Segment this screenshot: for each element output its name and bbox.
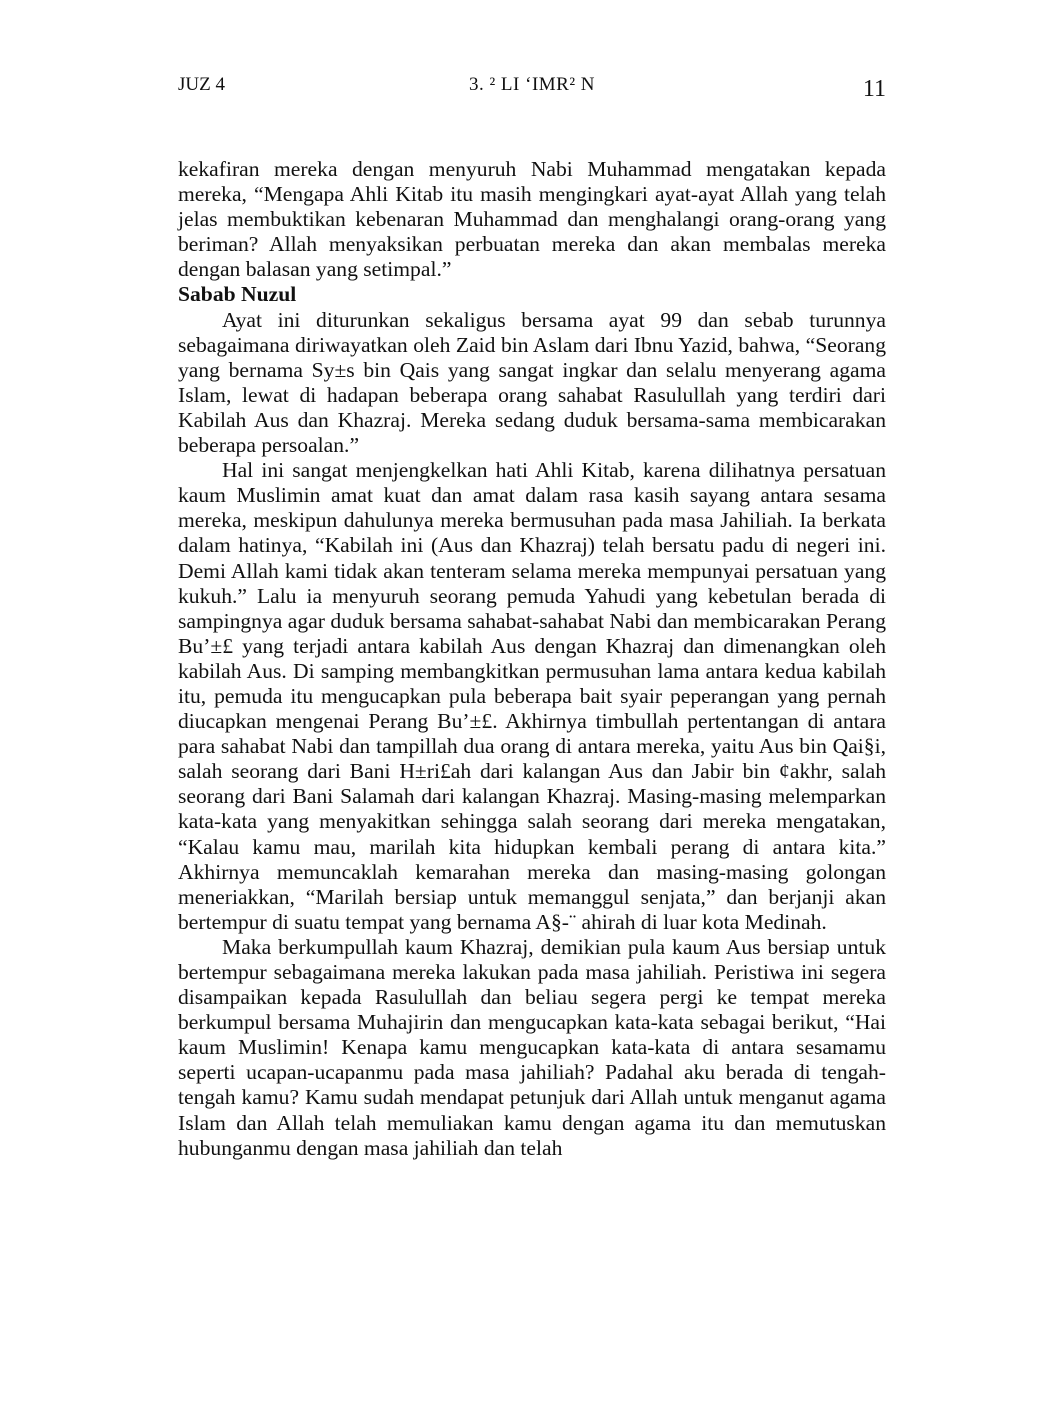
surah-title: 3. ² LI ‘IMR² N (468, 74, 596, 95)
page-number: 11 (862, 76, 886, 102)
intro-paragraph: kekafiran mereka dengan menyuruh Nabi Muhammad mengatakan kepada mereka, “Mengapa Ahli Kitab itu masih mengingkari ayat-ayat Allah yang telah jelas membuktikan kebenaran Muhammad dan menghalangi orang-orang yang beriman? Allah menyaksikan perbuatan mereka dan akan membalas mereka dengan balasan yang setimpal.” (178, 157, 886, 282)
paragraph-3: Maka berkumpullah kaum Khazraj, demikian pula kaum Aus bersiap untuk bertempur sebagaimana mereka lakukan pada masa jahiliah. Peristiwa ini segera disampaikan kepada Rasulullah dan beliau segera pergi ke tempat mereka berkumpul bersama Muhajirin dan mengucapkan kata-kata sebagai berikut, “Hai kaum Muslimin! Kenapa kamu mengucapkan kata-kata di antara sesamamu seperti ucapan-ucapanmu pada masa jahiliah? Padahal aku berada di tengah-tengah kamu? Kamu sudah mendapat petunjuk dari Allah untuk menganut agama Islam dan Allah telah memuliakan kamu dengan agama itu dan memutuskan hubunganmu dengan masa jahiliah dan telah (178, 934, 886, 1160)
paragraph-2: Hal ini sangat menjengkelkan hati Ahli Kitab, karena dilihatnya persatuan kaum Muslimin amat kuat dan amat dalam rasa kasih sayang antara sesama mereka, meskipun dahulunya mereka bermusuhan pada masa Jahiliah. Ia berkata dalam hatinya, “Kabilah ini (Aus dan Khazraj) telah bersatu padu di negeri ini. Demi Allah kami tidak akan tenteram selama mereka mempunyai persatuan yang kukuh.” Lalu ia menyuruh seorang pemuda Yahudi yang kebetulan berada di sampingnya agar duduk bersama sahabat-sahabat Nabi dan membicarakan Perang Bu’±£ yang terjadi antara kabilah Aus dengan Khazraj dan dimenangkan oleh kabilah Aus. Di samping membangkitkan permusuhan lama antara kedua kabilah itu, pemuda itu mengucapkan pula beberapa bait syair peperangan yang pernah diucapkan mengenai Perang Bu’±£. Akhirnya timbullah pertentangan di antara para sahabat Nabi dan tampillah dua orang di antara mereka, yaitu Aus bin Qai§i, salah seorang dari Bani H±ri£ah dari kalangan Aus dan Jabir bin ¢akhr, salah seorang dari Bani Salamah dari kalangan Khazraj. Masing-masing melemparkan kata-kata yang menyakitkan sehingga salah seorang dari mereka mengatakan, “Kalau kamu mau, marilah kita hidupkan kembali perang di antara kita.” Akhirnya memuncaklah kemarahan mereka dan masing-masing golongan meneriakkan, “Marilah bersiap untuk memanggul senjata,” dan berjanji akan bertempur di suatu tempat yang bernama A§-¨ ahirah di luar kota Medinah. (178, 458, 886, 934)
running-header (178, 72, 886, 112)
section-heading: Sabab Nuzul (178, 282, 297, 307)
paragraph-1: Ayat ini diturunkan sekaligus bersama ayat 99 dan sebab turunnya sebagaimana diriwayatkan oleh Zaid bin Aslam dari Ibnu Yazid, bahwa, “Seorang yang bernama Sy±s bin Qais yang sangat ingkar dan selalu menyerang agama Islam, lewat di hadapan beberapa orang sahabat Rasulullah yang terdiri dari Kabilah Aus dan Khazraj. Mereka sedang duduk bersama-sama membicarakan beberapa persoalan.” (178, 307, 886, 458)
juz-label: JUZ 4 (178, 74, 225, 95)
page-body (178, 157, 886, 1161)
